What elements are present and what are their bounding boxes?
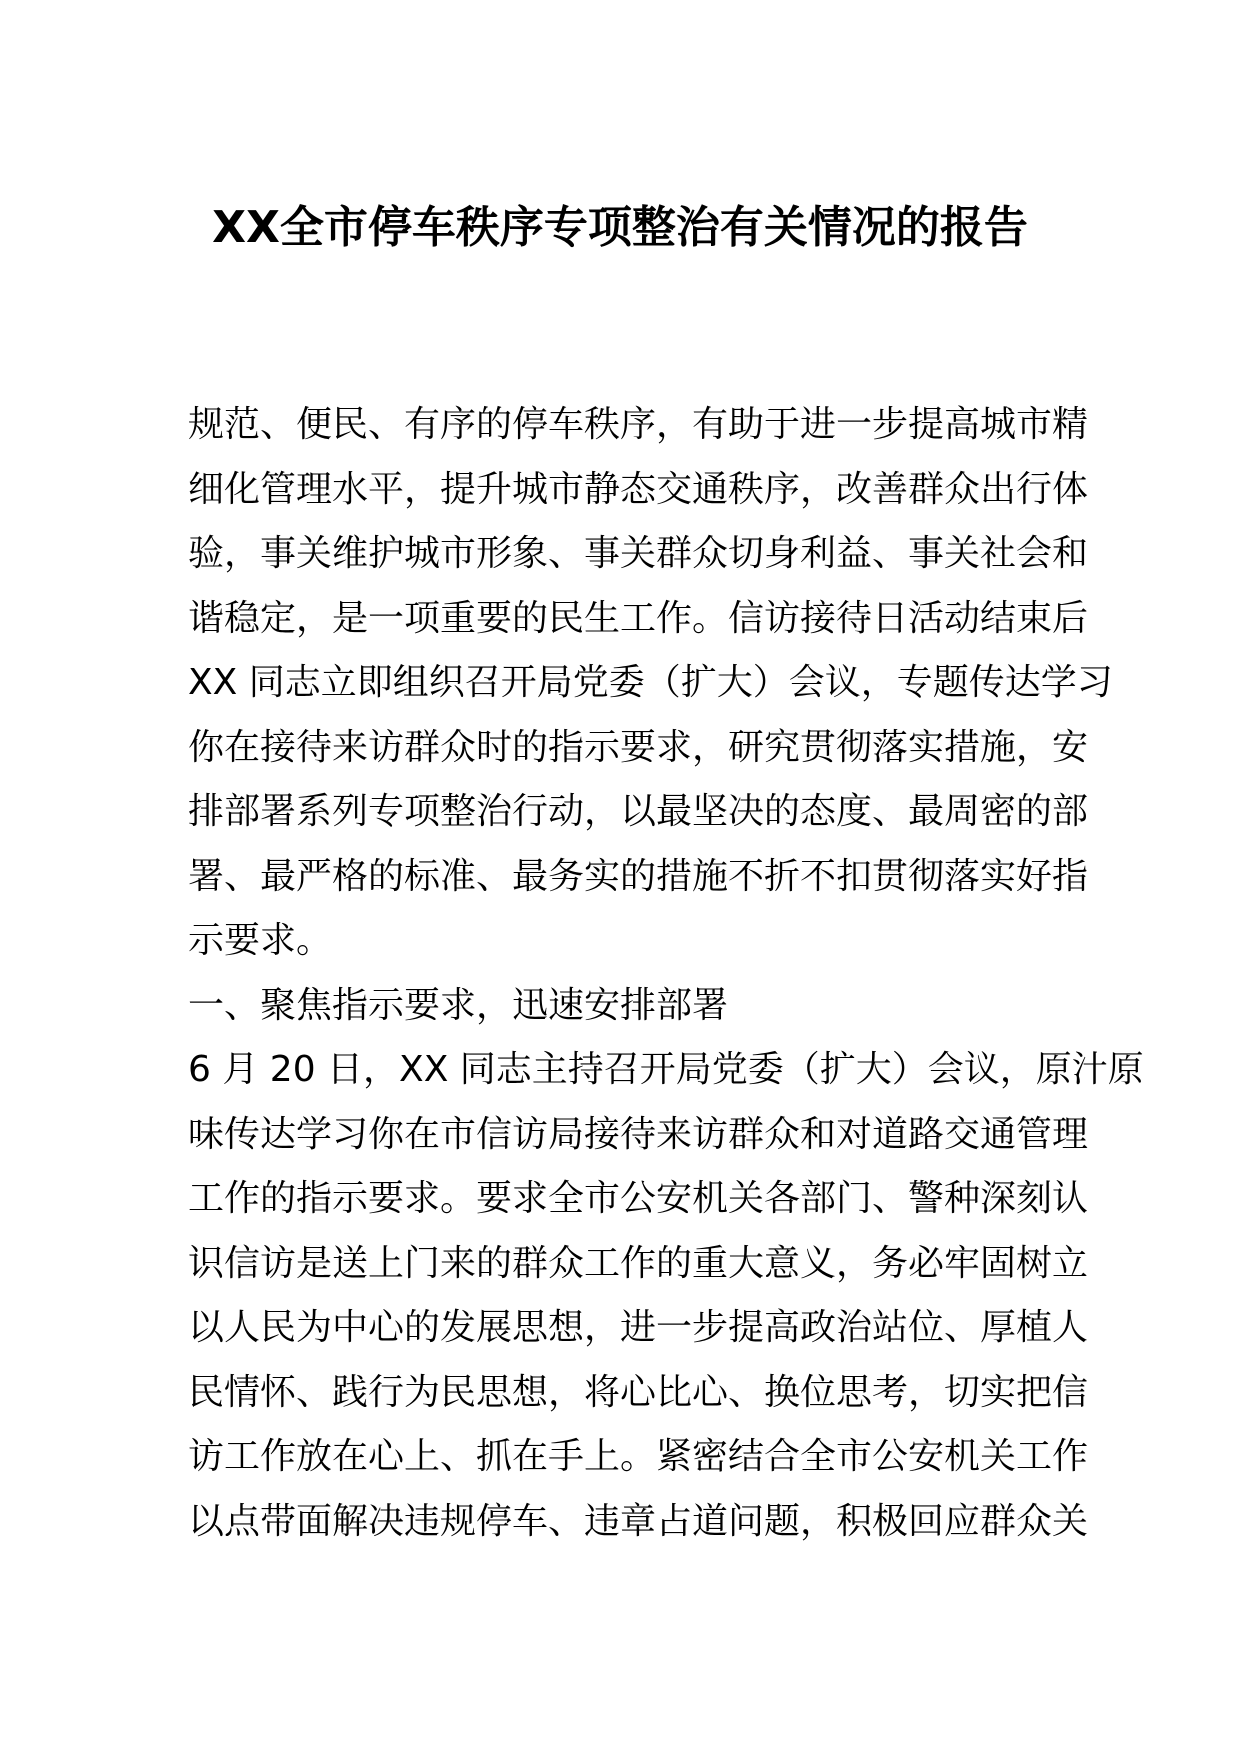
body-line: 署、最严格的标准、最务实的措施不折不扣贯彻落实好指 — [188, 855, 1089, 897]
document-title: XX全市停车秩序专项整治有关情况的报告 — [212, 202, 1028, 253]
body-line: 以点带面解决违规停车、违章占道问题，积极回应群众关 — [188, 1500, 1089, 1542]
section-heading: 一、聚焦指示要求，迅速安排部署 — [188, 984, 729, 1026]
body-line: 规范、便民、有序的停车秩序，有助于进一步提高城市精 — [188, 404, 1089, 445]
body-line: 你在接待来访群众时的指示要求，研究贯彻落实措施，安 — [188, 726, 1089, 768]
body-line: 谐稳定，是一项重要的民生工作。信访接待日活动结束后 — [188, 597, 1089, 639]
body-line: 示要求。 — [188, 920, 333, 961]
body-line: 味传达学习你在市信访局接待来访群众和对道路交通管理 — [188, 1113, 1089, 1155]
body-line: 访工作放在心上、抓在手上。紧密结合全市公安机关工作 — [188, 1436, 1089, 1477]
body-line: 识信访是送上门来的群众工作的重大意义，务必牢固树立 — [188, 1242, 1089, 1284]
document-body — [188, 393, 1144, 1554]
body-line: 细化管理水平，提升城市静态交通秩序，改善群众出行体 — [188, 468, 1089, 510]
body-line: 民情怀、践行为民思想，将心比心、换位思考，切实把信 — [188, 1371, 1089, 1413]
body-line: 工作的指示要求。要求全市公安机关各部门、警种深刻认 — [188, 1178, 1089, 1219]
body-line: 以人民为中心的发展思想，进一步提高政治站位、厚植人 — [188, 1307, 1089, 1348]
body-line: 验，事关维护城市形象、事关群众切身利益、事关社会和 — [188, 533, 1089, 574]
body-line: 排部署系列专项整治行动，以最坚决的态度、最周密的部 — [188, 791, 1089, 832]
body-line: 6 月 20 日，XX 同志主持召开局党委（扩大）会议，原汁原 — [188, 1049, 1144, 1090]
body-line: XX 同志立即组织召开局党委（扩大）会议，专题传达学习 — [188, 662, 1113, 703]
